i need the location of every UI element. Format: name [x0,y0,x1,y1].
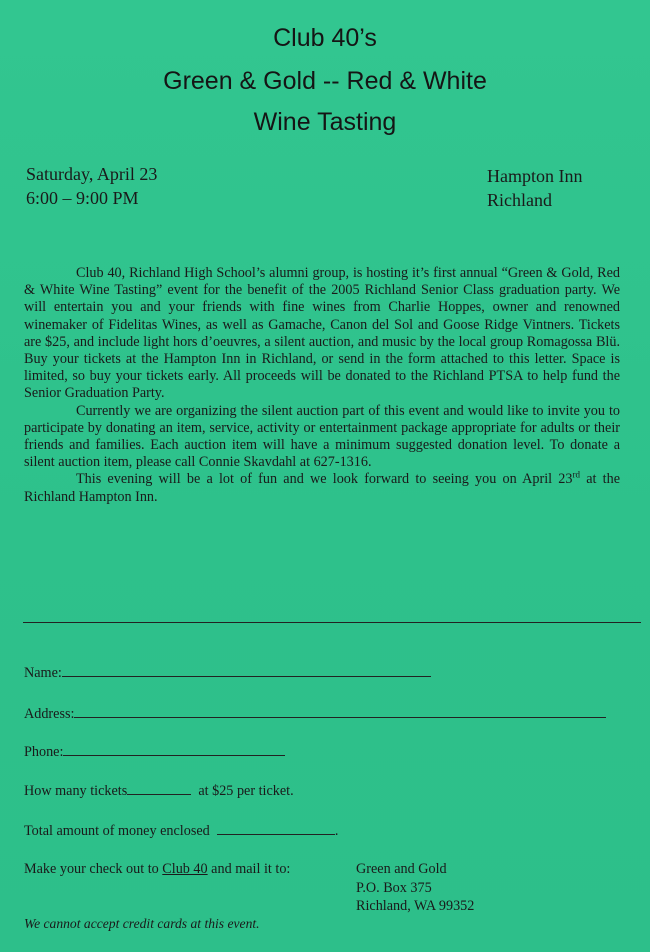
venue-city: Richland [487,190,552,210]
title-line-2: Green & Gold -- Red & White [163,67,487,95]
paragraph-3 [24,471,620,505]
event-date: Saturday, April 23 [26,164,158,184]
ordinal-suffix: rd [572,469,580,480]
event-venue [487,164,582,212]
event-time: 6:00 – 9:00 PM [26,188,139,208]
paragraph-1: Club 40, Richland High School’s alumni group, is hosting it’s first annual “Green & Gold, Red & White Wine Tasting” event for the benefit of the 2005 Richland Senior Class graduation party. We will entertain you and your friends with fine wines from Charlie Hoppes, owner and renowned winemaker of Fidelitas Wines, as well as Gamache, Canon del Sol and Goose Ridge Vintners. Tickets are $25, and include light hors d’oeuvres, a silent auction, and music by the local group Romagossa Blü. Buy your tickets at the Hampton Inn in Richland, or send in the form attached to this letter. Space is limited, so buy your tickets early. All proceeds will be donated to the Richland PTSA to help fund the Senior Graduation Party. [24,265,620,402]
mail-line-2: P.O. Box 375 [356,879,432,896]
mail-line-3: Richland, WA 99352 [356,898,475,914]
total-blank[interactable] [217,820,335,835]
address-blank[interactable] [74,703,606,718]
total-label: Total amount of money enclosed [24,823,210,839]
total-period: . [334,823,339,839]
tickets-price: at $25 per ticket. [198,783,294,799]
paragraph-3-end: at the Richland Hampton Inn. [24,471,621,505]
paragraph-3-text: This evening will be a lot of fun and we look forward to seeing you on April 23 [76,471,573,488]
mailing-address [356,860,474,916]
check-prefix: Make your check out to [24,861,159,877]
tickets-label: How many tickets [24,783,128,799]
check-row [24,860,290,878]
tickets-row [24,780,294,800]
title-line-3: Wine Tasting [253,108,397,136]
name-row [24,662,431,682]
credit-card-note: We cannot accept credit cards at this event. [24,916,260,931]
name-blank[interactable] [62,662,431,677]
phone-label: Phone: [24,744,64,760]
check-payee: Club 40 [162,861,208,877]
paragraph-2: Currently we are organizing the silent auction part of this event and would like to invite you to participate by donating an item, service, activity or entertainment package appropriate for adults or their friends and families. Each auction item will have a minimum suggested donation level. To donate a silent auction item, please call Connie Skavdahl at 627-1316. [24,402,620,471]
name-label: Name: [24,665,62,681]
total-row [24,820,338,840]
venue-name: Hampton Inn [487,166,583,186]
address-row [24,703,606,723]
tickets-blank[interactable] [127,780,191,795]
address-label: Address: [24,706,75,722]
mail-line-1: Green and Gold [356,861,447,877]
title-line-1: Club 40’s [273,24,377,52]
phone-blank[interactable] [63,741,285,756]
letter-body [24,265,620,506]
event-datetime [26,162,157,210]
phone-row [24,741,285,761]
cut-line-divider [23,622,641,623]
check-suffix: and mail it to: [211,861,291,877]
